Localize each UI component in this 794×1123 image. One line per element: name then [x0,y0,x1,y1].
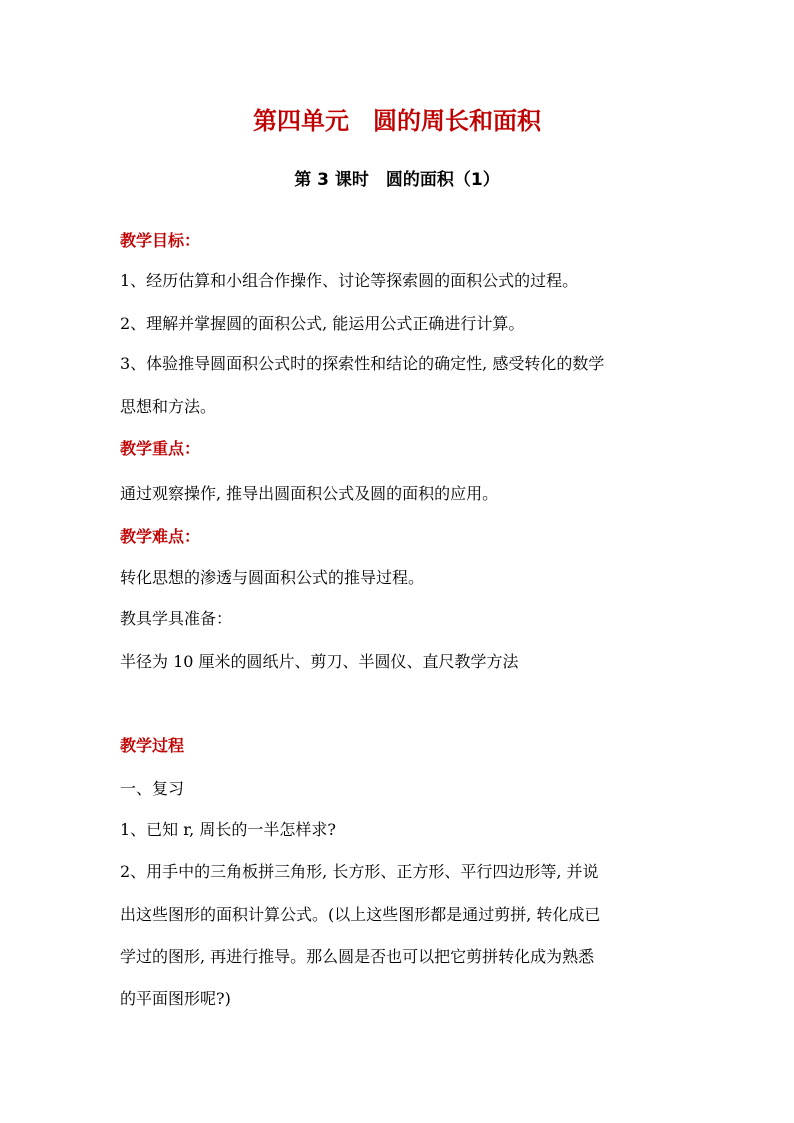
difficulties-text: 转化思想的渗透与圆面积公式的推导过程。 [120,568,425,587]
materials-text: 半径为 10 厘米的圆纸片、剪刀、半圆仪、直尺教学方法 [120,652,519,671]
process-heading: 教学过程 [120,736,185,755]
key-points-heading: 教学重点： [120,439,201,458]
objective-item: 3、体验推导圆面积公式时的探索性和结论的确定性, 感受转化的数学 [120,354,605,373]
review-item-continued: 学过的图形, 再进行推导。那么圆是否也可以把它剪拼转化成为熟悉 [120,947,595,966]
review-item: 2、用手中的三角板拼三角形, 长方形、正方形、平行四边形等, 并说 [120,862,599,881]
review-item-continued: 的平面图形呢?) [120,989,231,1008]
review-heading: 一、复习 [120,779,185,798]
objectives-heading: 教学目标： [120,231,201,250]
unit-title: 第四单元 圆的周长和面积 [253,107,541,135]
objective-item: 1、经历估算和小组合作操作、讨论等探索圆的面积公式的过程。 [120,271,579,290]
review-item: 1、已知 r, 周长的一半怎样求? [120,820,336,839]
objective-item-continued: 思想和方法。 [120,397,217,416]
lesson-subtitle: 第 3 课时 圆的面积（1） [294,170,500,190]
objective-item: 2、理解并掌握圆的面积公式, 能运用公式正确进行计算。 [120,314,525,333]
key-points-text: 通过观察操作, 推导出圆面积公式及圆的面积的应用。 [120,484,499,503]
difficulties-heading: 教学难点： [120,527,201,546]
materials-label: 教具学具准备： [120,609,233,628]
review-item-continued: 出这些图形的面积计算公式。(以上这些图形都是通过剪拼, 转化成已 [120,905,601,924]
